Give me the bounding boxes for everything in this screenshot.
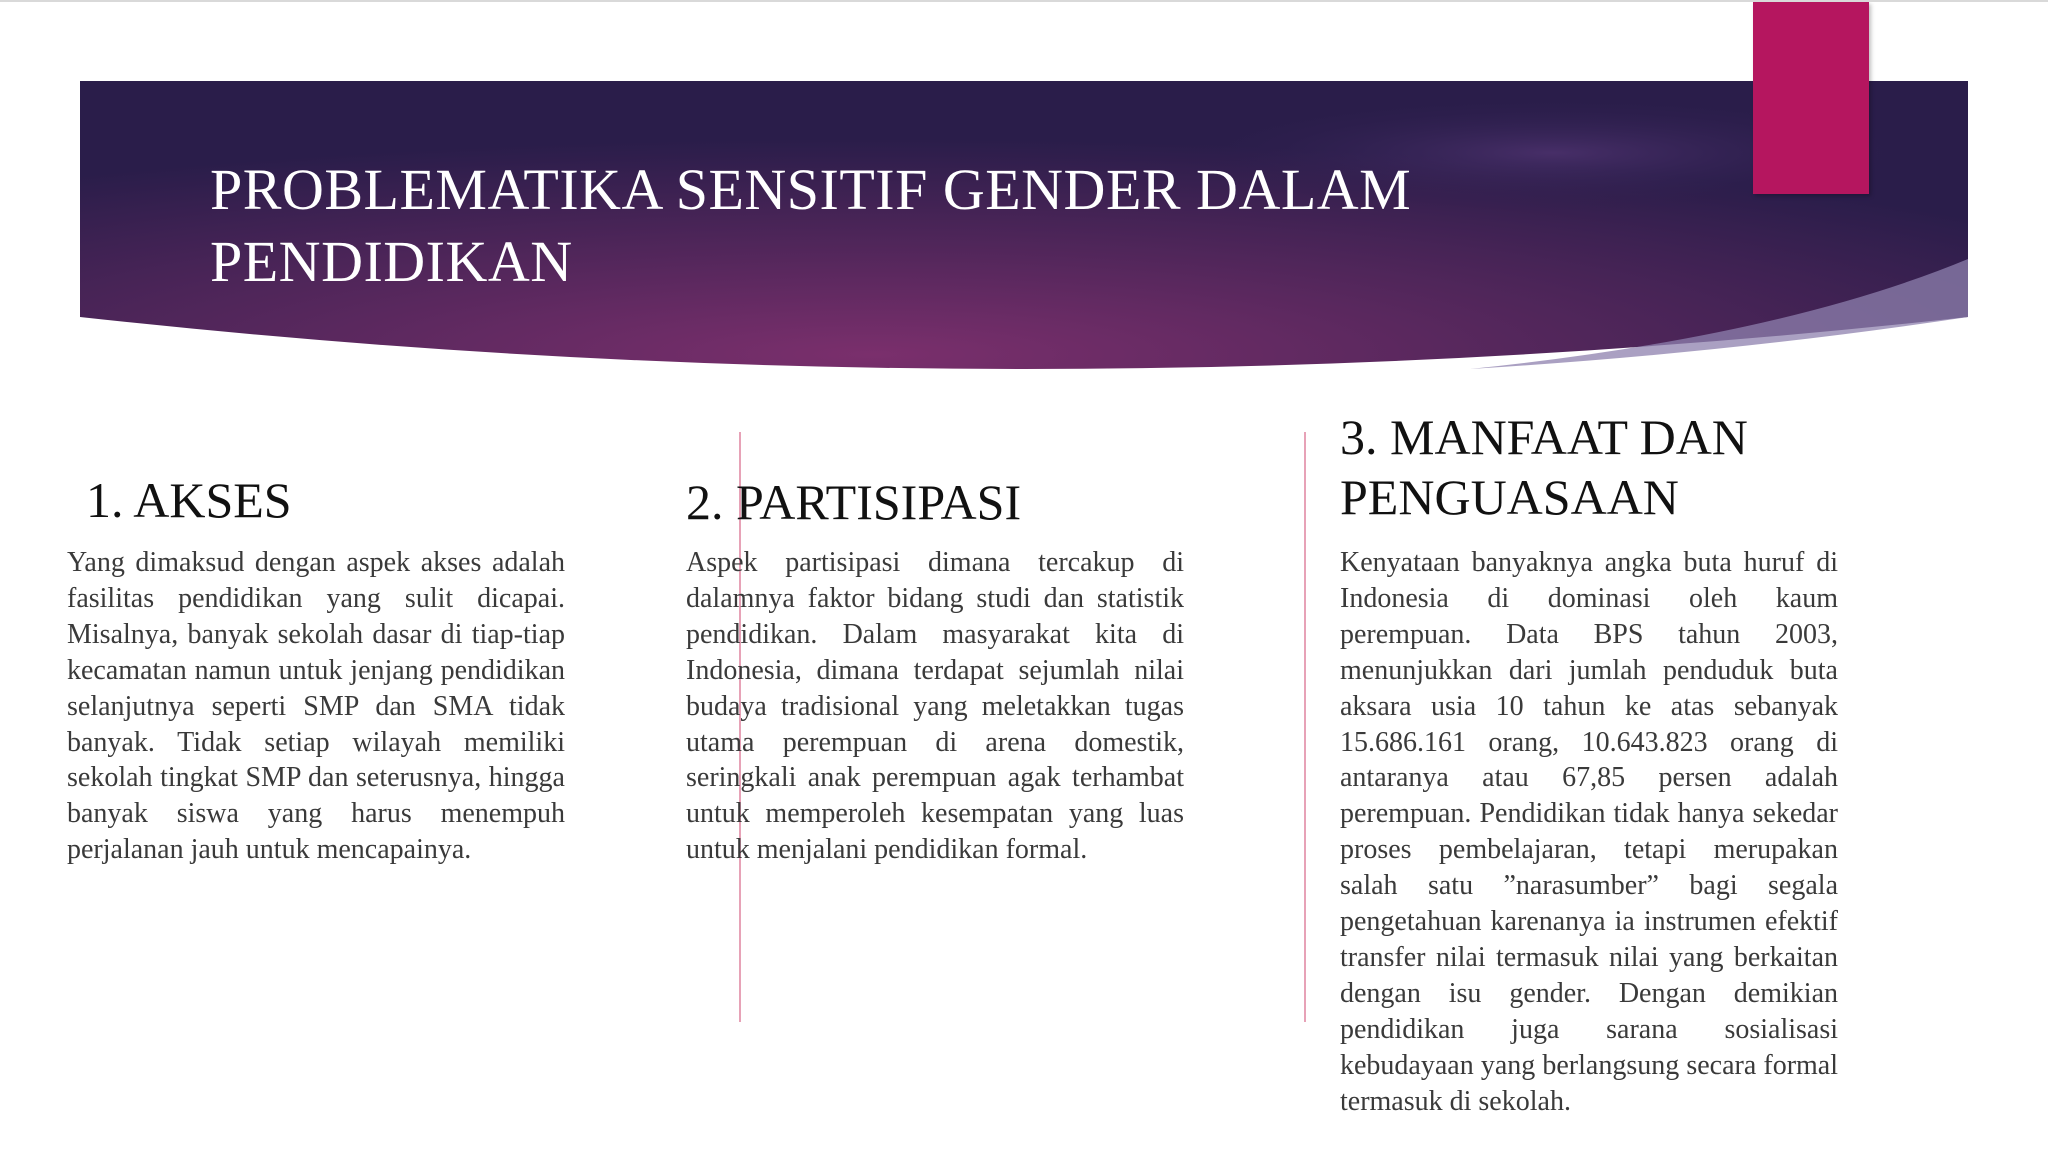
partisipasi-body: Aspek partisipasi dimana tercakup di dalamnya faktor bidang studi dan statistik pendidikan. Dalam masyarakat kita di Indonesia, dimana terdapat sejumlah nilai budaya tradisional yang meletakkan tugas utama perempuan di arena domestik, seringkali anak perempuan agak terhambat untuk memperoleh kesempatan yang luas untuk menjalani pendidikan formal. xyxy=(686,547,1184,866)
slide-title: PROBLEMATIKA SENSITIF GENDER DALAM PENDIDIKAN xyxy=(210,157,1412,294)
manfaat-body: Kenyataan banyaknya angka buta huruf di Indonesia di dominasi oleh kaum perempuan. Data BPS tahun 2003, menunjukkan dari jumlah penduduk buta aksara usia 10 tahun ke atas sebanyak 15.686.161 orang, 10.643.823 orang di antaranya atau 67,85 persen adalah perempuan. Pendidikan tidak hanya sekedar proses pembelajaran, tetapi merupakan salah satu ”narasumber” bagi segala pengetahuan karenanya ia instrumen efektif transfer nilai termasuk nilai yang berkaitan dengan isu gender. Dengan demikian pendidikan juga sarana sosialisasi kebudayaan yang berlangsung secara formal termasuk di sekolah. xyxy=(1340,547,1838,1117)
accent-tab xyxy=(1753,2,1869,194)
manfaat-heading: 3. MANFAAT DAN PENGUASAAN xyxy=(1340,409,1748,525)
column-divider-2 xyxy=(1304,432,1306,1022)
partisipasi-heading: 2. PARTISIPASI xyxy=(686,474,1022,530)
akses-heading: 1. AKSES xyxy=(86,472,292,528)
akses-body: Yang dimaksud dengan aspek akses adalah fasilitas pendidikan yang sulit dicapai. Misalnya, banyak sekolah dasar di tiap-tiap kecamatan namun untuk jenjang pendidikan selanjutnya seperti SMP dan SMA tidak banyak. Tidak setiap wilayah memiliki sekolah tingkat SMP dan seterusnya, hingga banyak siswa yang harus menempuh perjalanan jauh untuk mencapainya. xyxy=(67,547,565,866)
